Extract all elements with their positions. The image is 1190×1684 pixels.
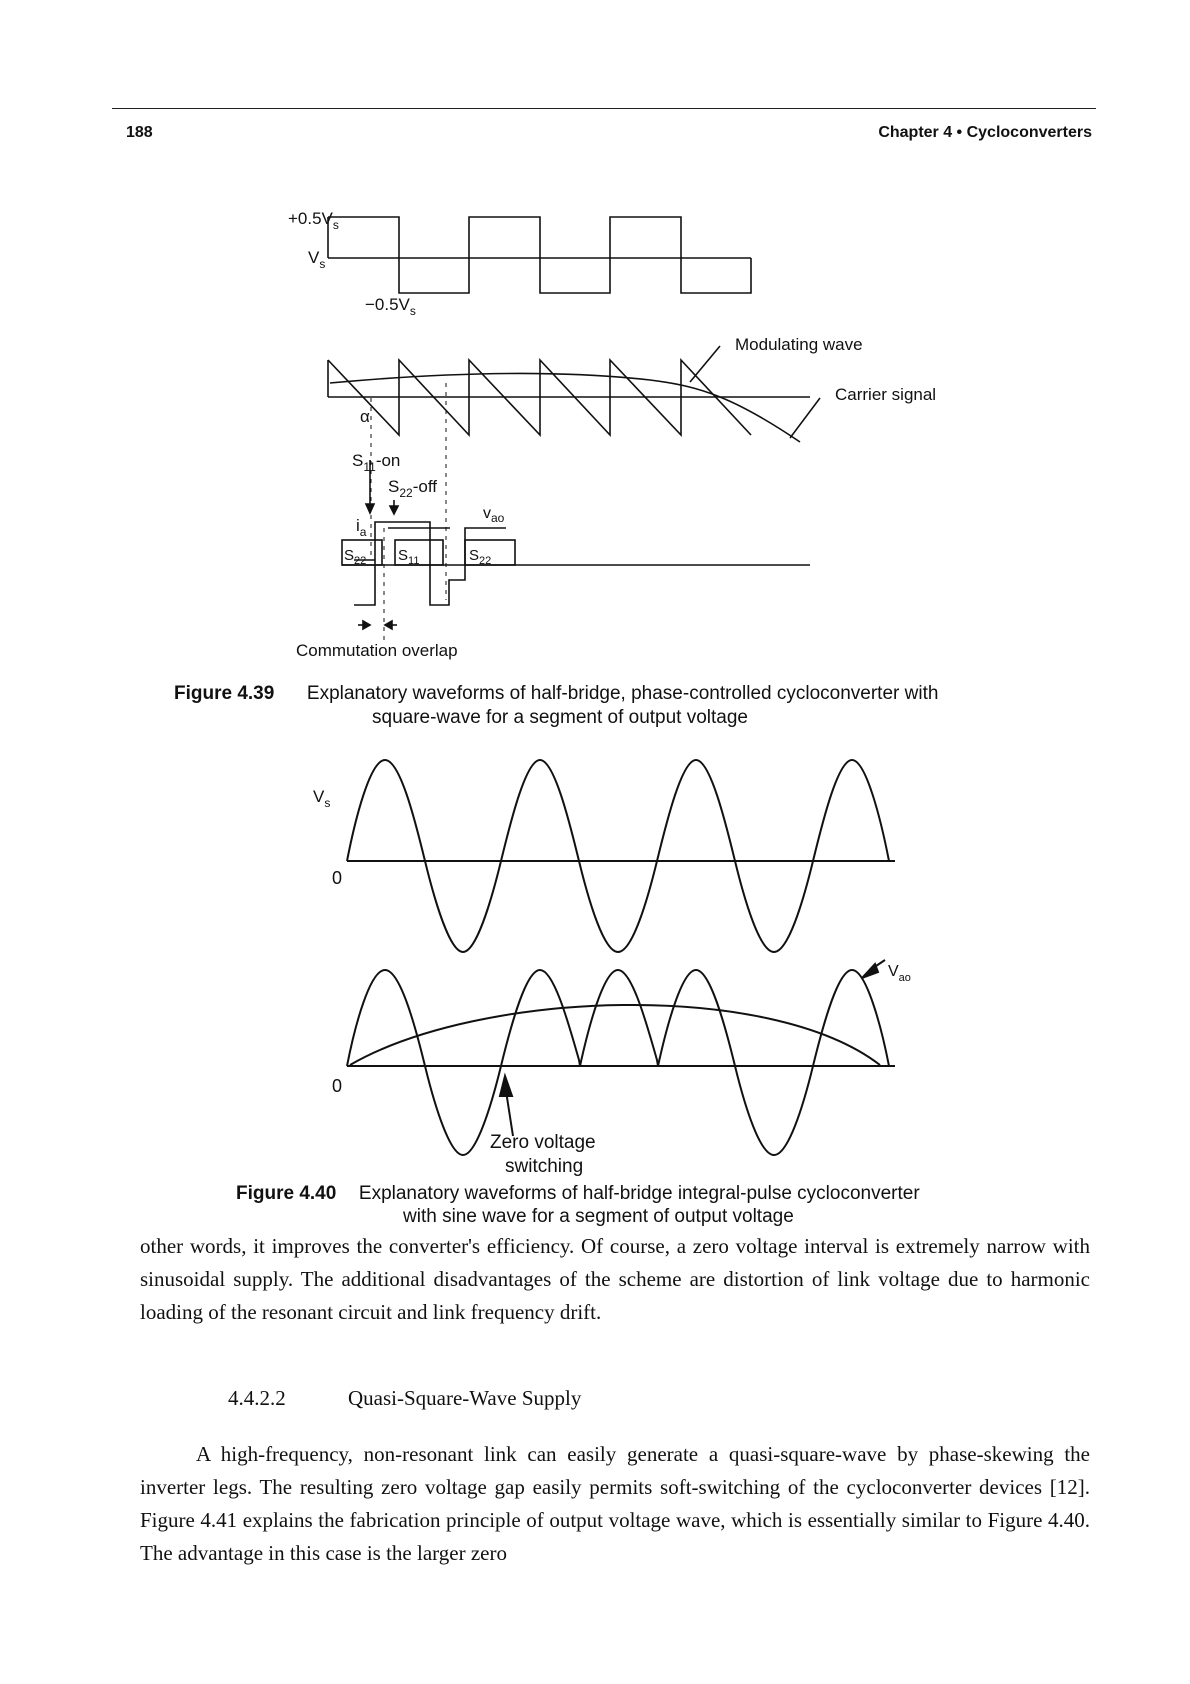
figure-4-40: [0, 740, 1190, 1200]
section-heading: [228, 1386, 581, 1411]
s22-box-label-a: $S_{22}$: [344, 547, 367, 567]
figure-4-39-label: Figure 4.39: [174, 683, 275, 704]
envelope: [350, 1005, 880, 1065]
zero-voltage-label-line1: Zero voltage: [490, 1132, 596, 1153]
figure-4-40-caption-line1: Explanatory waveforms of half-bridge integral-pulse cycloconverter: [358, 1183, 920, 1204]
zero-label-bottom: 0: [332, 1076, 343, 1096]
paragraph-2: A high-frequency, non-resonant link can easily generate a quasi-square-wave by phase-skewing the inverter legs. The resulting zero voltage gap easily permits soft-switching of the cycloconverter devices [12]. Figure 4.41 explains the fabrication principle of output voltage wave, which is essentially similar to Figure 4.40. The advantage in this case is the larger zero: [140, 1442, 1090, 1565]
modulating-wave-label: Modulating wave: [735, 335, 863, 354]
vao-label: $v_{ao}$: [483, 505, 505, 525]
zero-voltage-label-line2: switching: [505, 1156, 584, 1177]
figure-4-39-caption: [174, 683, 1074, 705]
modulating-pointer: [690, 346, 720, 382]
paragraph-1: other words, it improves the converter's efficiency. Of course, a zero voltage interval is extremely narrow with sinusoidal supply. The additional disadvantages of the scheme are distortion of link voltage due to harmonic loading of the resonant circuit and link frequency drift.: [140, 1234, 1090, 1324]
s22-off-label: $S_{22}$-off: [388, 477, 437, 500]
s11-on-label: $S_{11}-on$: [352, 451, 401, 474]
s11-box-label: $S_{11}$: [398, 547, 420, 567]
figure-4-39: [0, 0, 1190, 660]
supply-sine: [347, 760, 889, 952]
output-waveform-bottom: [347, 970, 889, 1155]
carrier-pointer: [790, 398, 820, 438]
page-number: 188: [126, 124, 153, 141]
alpha-label: α: [360, 407, 370, 426]
zero-label-top: 0: [332, 868, 343, 888]
vs-label: $V_s$: [308, 248, 326, 271]
vs-label-440: $V_s$: [313, 787, 331, 810]
figure-4-40-caption-line2: with sine wave for a segment of output voltage: [403, 1206, 794, 1227]
commutation-overlap-label: Commutation overlap: [296, 641, 458, 660]
section-number: 4.4.2.2: [228, 1386, 286, 1410]
minus-half-vs-label: $-0.5V_s$: [365, 295, 416, 318]
figure-4-39-caption-line1: Explanatory waveforms of half-bridge, phase-controlled cycloconverter with: [306, 683, 939, 704]
ia-label: $i_a$: [356, 516, 367, 539]
figure-4-40-label: Figure 4.40: [236, 1183, 337, 1204]
square-wave: [328, 217, 751, 293]
carrier-signal-label: Carrier signal: [835, 385, 937, 404]
modulating-wave: [330, 374, 800, 442]
chapter-title: Chapter 4 • Cycloconverters: [878, 124, 1092, 141]
figure-4-40-caption: [236, 1183, 1086, 1205]
section-title: Quasi-Square-Wave Supply: [348, 1386, 582, 1410]
plus-half-vs-label: $+0.5V_s$: [288, 209, 339, 232]
figure-4-39-caption-line2: square-wave for a segment of output voltage: [372, 707, 749, 728]
vao-label-440: $V_{ao}$: [888, 963, 911, 984]
s22-box-label-b: $S_{22}$: [469, 547, 492, 567]
